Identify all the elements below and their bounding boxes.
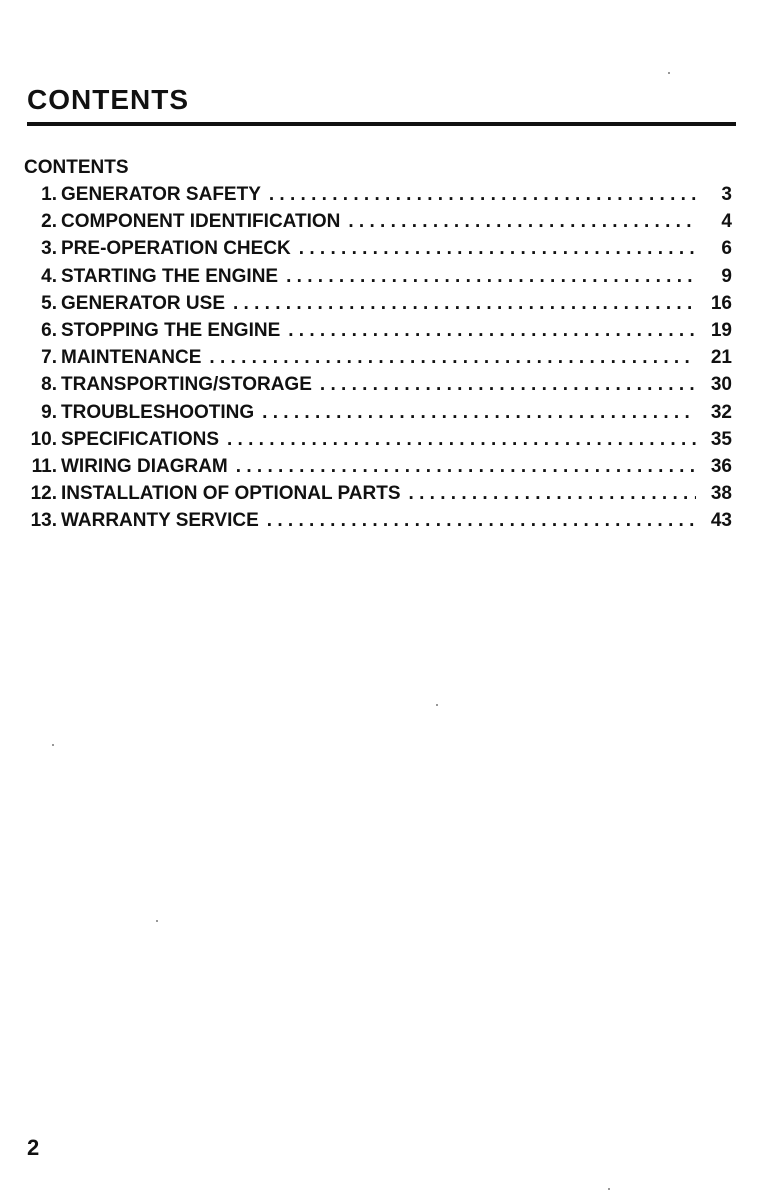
toc-entry-page: 30 [710, 374, 732, 396]
toc-entry-number: 2. [41, 211, 57, 233]
toc-entry-generator-use[interactable] [21, 293, 732, 320]
toc-entry-page: 43 [710, 510, 732, 532]
scan-speck [52, 744, 54, 746]
toc-entry-pre-operation-check[interactable] [21, 238, 732, 265]
toc-entry-title: WARRANTY SERVICE [61, 510, 259, 532]
toc-entry-title: TRANSPORTING/STORAGE [61, 374, 312, 396]
toc-entry-component-identification[interactable] [21, 211, 732, 238]
toc-entry-page: 9 [721, 265, 732, 287]
title-rule [27, 122, 736, 126]
page-title: CONTENTS [27, 84, 189, 115]
dot-leader [320, 374, 696, 396]
dot-leader [262, 402, 696, 424]
toc-entry-title: STARTING THE ENGINE [61, 265, 279, 287]
toc-entry-number: 4. [41, 265, 57, 287]
toc-list [21, 184, 732, 537]
dot-leader [236, 456, 696, 478]
toc-entry-page: 38 [710, 483, 732, 505]
toc-heading: CONTENTS [24, 157, 129, 178]
dot-leader [227, 429, 696, 451]
toc-entry-title: GENERATOR USE [61, 292, 225, 314]
toc-entry-page: 36 [710, 455, 732, 477]
toc-entry-title: GENERATOR SAFETY [61, 184, 261, 205]
dot-leader [233, 293, 696, 315]
toc-entry-page: 21 [710, 347, 732, 369]
toc-entry-page: 19 [710, 319, 732, 341]
scan-speck [436, 704, 438, 706]
toc-entry-title: PRE-OPERATION CHECK [61, 238, 291, 260]
toc-entry-page: 35 [710, 428, 732, 450]
toc-entry-number: 5. [41, 292, 57, 314]
toc-entry-warranty-service[interactable] [21, 510, 732, 537]
toc-entry-installation-of-optional-parts[interactable] [21, 483, 732, 510]
toc-entry-number: 11. [31, 455, 57, 477]
toc-entry-title: SPECIFICATIONS [61, 428, 219, 450]
toc-entry-number: 10. [30, 428, 57, 450]
page-number: 2 [27, 1135, 40, 1160]
toc-entry-stopping-the-engine[interactable] [21, 320, 732, 347]
toc-entry-page: 6 [721, 238, 732, 260]
toc-entry-number: 12. [30, 483, 57, 505]
toc-entry-number: 6. [41, 319, 57, 341]
toc-entry-title: INSTALLATION OF OPTIONAL PARTS [61, 483, 401, 505]
toc-entry-page: 3 [721, 184, 732, 205]
toc-entry-troubleshooting[interactable] [21, 402, 732, 429]
toc-entry-page: 16 [710, 292, 732, 314]
toc-entry-starting-the-engine[interactable] [21, 266, 732, 293]
toc-entry-transporting-storage[interactable] [21, 374, 732, 401]
toc-entry-page: 4 [721, 211, 732, 233]
toc-entry-specifications[interactable] [21, 429, 732, 456]
scan-speck [668, 72, 670, 74]
toc-entry-title: WIRING DIAGRAM [61, 455, 228, 477]
dot-leader [267, 510, 696, 532]
toc-entry-maintenance[interactable] [21, 347, 732, 374]
dot-leader [269, 184, 696, 206]
toc-entry-title: COMPONENT IDENTIFICATION [61, 211, 341, 233]
dot-leader [409, 483, 696, 505]
dot-leader [288, 320, 696, 342]
dot-leader [286, 266, 696, 288]
dot-leader [209, 347, 696, 369]
scan-speck [608, 1188, 610, 1190]
dot-leader [299, 238, 696, 260]
toc-entry-number: 7. [41, 347, 57, 369]
toc-entry-number: 13. [30, 510, 57, 532]
toc-entry-number: 1. [41, 184, 57, 205]
toc-entry-wiring-diagram[interactable] [21, 456, 732, 483]
toc-entry-title: STOPPING THE ENGINE [61, 319, 281, 341]
toc-entry-title: MAINTENANCE [61, 347, 202, 369]
toc-entry-number: 3. [41, 238, 57, 260]
toc-entry-number: 8. [41, 374, 57, 396]
dot-leader [348, 211, 696, 233]
scan-speck [156, 920, 158, 922]
toc-entry-page: 32 [710, 401, 732, 423]
toc-entry-number: 9. [41, 401, 57, 423]
toc-entry-title: TROUBLESHOOTING [61, 401, 255, 423]
toc-entry-generator-safety[interactable] [21, 184, 732, 211]
